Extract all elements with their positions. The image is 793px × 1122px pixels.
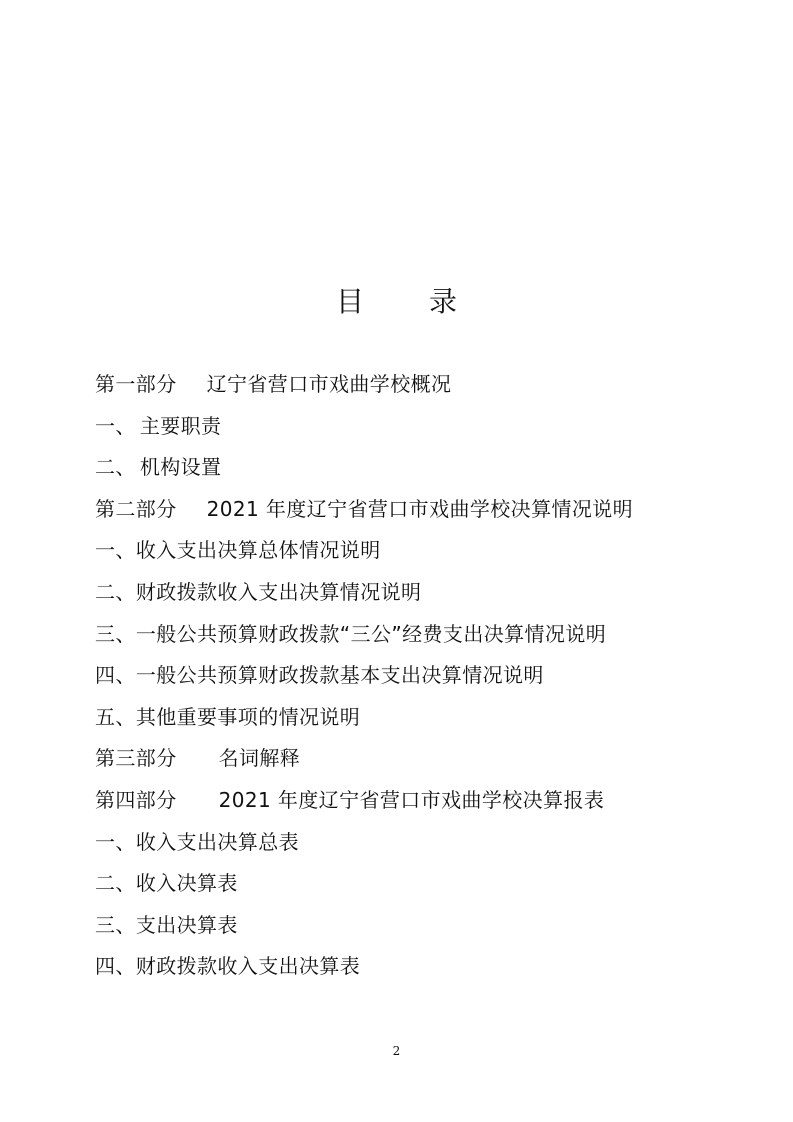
toc-item-fiscal-allocation: [95, 572, 735, 614]
toc-item-label: 四、: [95, 954, 136, 979]
toc-table-summary: [95, 822, 735, 864]
toc-item-organization: [95, 447, 735, 489]
toc-item-text: 一般公共预算财政拨款“三公”经费支出决算情况说明: [135, 621, 607, 646]
toc-part-2: [95, 489, 735, 531]
toc-item-label: 五、: [95, 704, 136, 729]
toc-part-text: 辽宁省营口市戏曲学校概况: [206, 372, 452, 396]
toc-item-text: 财政拨款收入支出决算表: [135, 954, 361, 979]
toc-item-main-duties: [95, 406, 735, 448]
toc-table-expenditure: [95, 905, 735, 947]
toc-item-label: 四、: [95, 663, 136, 688]
toc-item-label: 二、: [95, 455, 136, 480]
toc-item-label: 三、: [95, 621, 136, 646]
toc-part-text: 名词解释: [218, 746, 301, 771]
page-title: 目 录: [336, 285, 485, 318]
toc-part-1: [95, 364, 735, 406]
toc-part-3: [95, 738, 735, 780]
toc-item-text: 一般公共预算财政拨款基本支出决算情况说明: [135, 663, 544, 688]
toc-item-text: 收入支出决算总表: [135, 829, 300, 854]
toc-part-4: [95, 780, 735, 822]
toc-item-text: 其他重要事项的情况说明: [135, 704, 361, 729]
page-number: 2: [392, 1044, 401, 1058]
toc-table-income: [95, 863, 735, 905]
toc-part-label: 第三部分: [95, 746, 177, 771]
toc-item-label: 一、: [95, 538, 136, 563]
toc-item-label: 一、: [95, 413, 136, 438]
toc-item-label: 二、: [95, 579, 136, 604]
toc-item-text: 财政拨款收入支出决算情况说明: [135, 579, 422, 604]
toc-part-label: 第二部分: [95, 496, 177, 521]
toc-item-basic-expenditure: [95, 655, 735, 697]
toc-part-label: 第一部分: [95, 372, 177, 396]
toc-item-label: 二、: [95, 871, 136, 896]
toc-item-text: 机构设置: [139, 455, 222, 480]
toc-item-overall: [95, 530, 735, 572]
toc-item-three-public: [95, 614, 735, 656]
toc-item-text: 主要职责: [139, 413, 222, 438]
toc-item-text: 收入支出决算总体情况说明: [135, 538, 381, 563]
toc-item-other-matters: [95, 697, 735, 739]
toc-item-label: 三、: [95, 912, 136, 937]
toc-item-label: 一、: [95, 829, 136, 854]
toc-part-text: 2021 年度辽宁省营口市戏曲学校决算情况说明: [206, 496, 634, 521]
toc-part-text: 2021 年度辽宁省营口市戏曲学校决算报表: [218, 787, 605, 812]
toc-item-text: 支出决算表: [135, 912, 238, 937]
toc-item-text: 收入决算表: [135, 871, 238, 896]
toc-part-label: 第四部分: [95, 787, 177, 812]
table-of-contents: [95, 364, 735, 988]
toc-table-fiscal-allocation: [95, 946, 735, 988]
